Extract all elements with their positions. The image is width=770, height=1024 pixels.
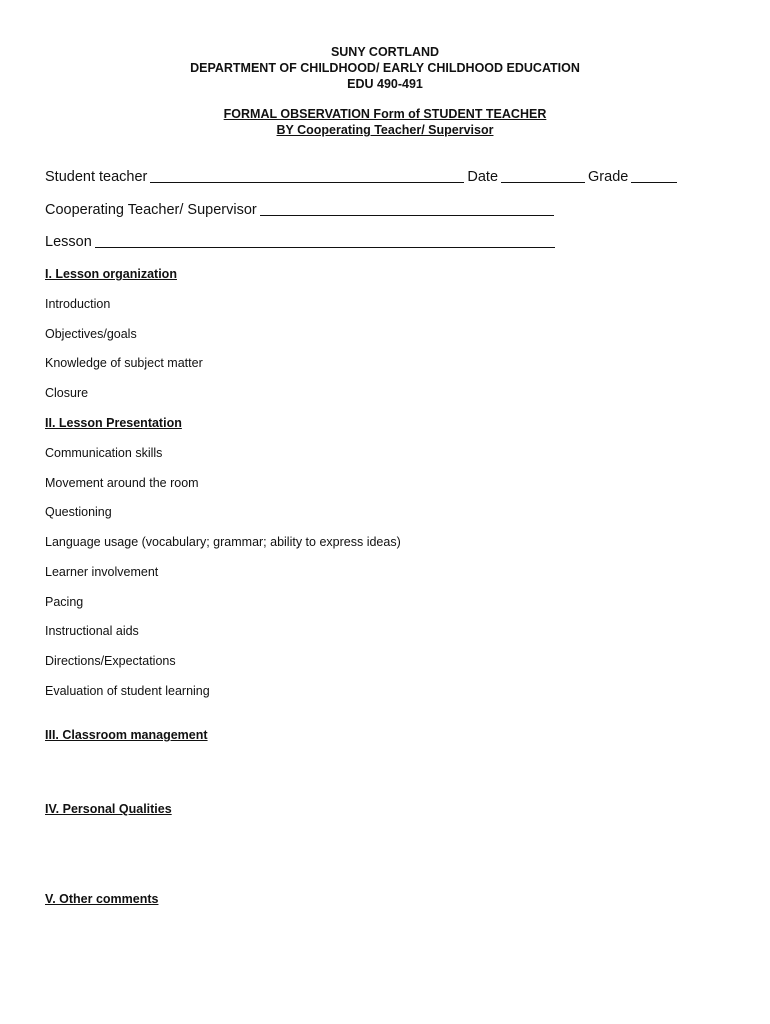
- grade-field[interactable]: [631, 168, 677, 183]
- lesson-label: Lesson: [45, 234, 92, 250]
- criterion-item: Movement around the room: [45, 476, 199, 490]
- student-teacher-label: Student teacher: [45, 169, 148, 185]
- grade-label: Grade: [588, 169, 629, 185]
- criterion-item: Knowledge of subject matter: [45, 356, 203, 370]
- criterion-item: Closure: [45, 386, 89, 400]
- criterion-item: Objectives/goals: [45, 327, 137, 341]
- cooperating-teacher-row: [45, 201, 557, 219]
- student-teacher-row: [45, 168, 680, 186]
- cooperating-teacher-label: Cooperating Teacher/ Supervisor: [45, 202, 257, 218]
- criterion-item: Questioning: [45, 505, 112, 519]
- department-name: DEPARTMENT OF CHILDHOOD/ EARLY CHILDHOOD EDUCATION: [190, 61, 580, 75]
- criterion-item: Language usage (vocabulary; grammar; ability to express ideas): [45, 535, 401, 549]
- criterion-item: Communication skills: [45, 446, 163, 460]
- course-code: EDU 490-491: [347, 77, 423, 91]
- section-lesson-presentation: II. Lesson Presentation: [45, 416, 182, 430]
- section-lesson-organization: I. Lesson organization: [45, 267, 177, 281]
- criterion-item: Instructional aids: [45, 624, 139, 638]
- criterion-item: Introduction: [45, 297, 111, 311]
- date-field[interactable]: [501, 168, 585, 183]
- section-classroom-management: III. Classroom management: [45, 728, 208, 742]
- criterion-item: Evaluation of student learning: [45, 684, 210, 698]
- form-title: [0, 106, 770, 138]
- institution-name: SUNY CORTLAND: [330, 45, 440, 59]
- form-title-line1: FORMAL OBSERVATION Form of STUDENT TEACHER: [223, 107, 547, 121]
- section-personal-qualities: IV. Personal Qualities: [45, 802, 172, 816]
- section-other-comments: V. Other comments: [45, 892, 159, 906]
- lesson-field[interactable]: [95, 233, 555, 248]
- criterion-item: Directions/Expectations: [45, 654, 176, 668]
- lesson-row: [45, 233, 558, 251]
- document-header: [0, 44, 770, 92]
- form-title-line2: BY Cooperating Teacher/ Supervisor: [276, 123, 494, 137]
- student-teacher-field[interactable]: [150, 168, 464, 183]
- criterion-item: Learner involvement: [45, 565, 159, 579]
- criterion-item: Pacing: [45, 595, 84, 609]
- date-label: Date: [467, 169, 499, 185]
- cooperating-teacher-field[interactable]: [260, 201, 554, 216]
